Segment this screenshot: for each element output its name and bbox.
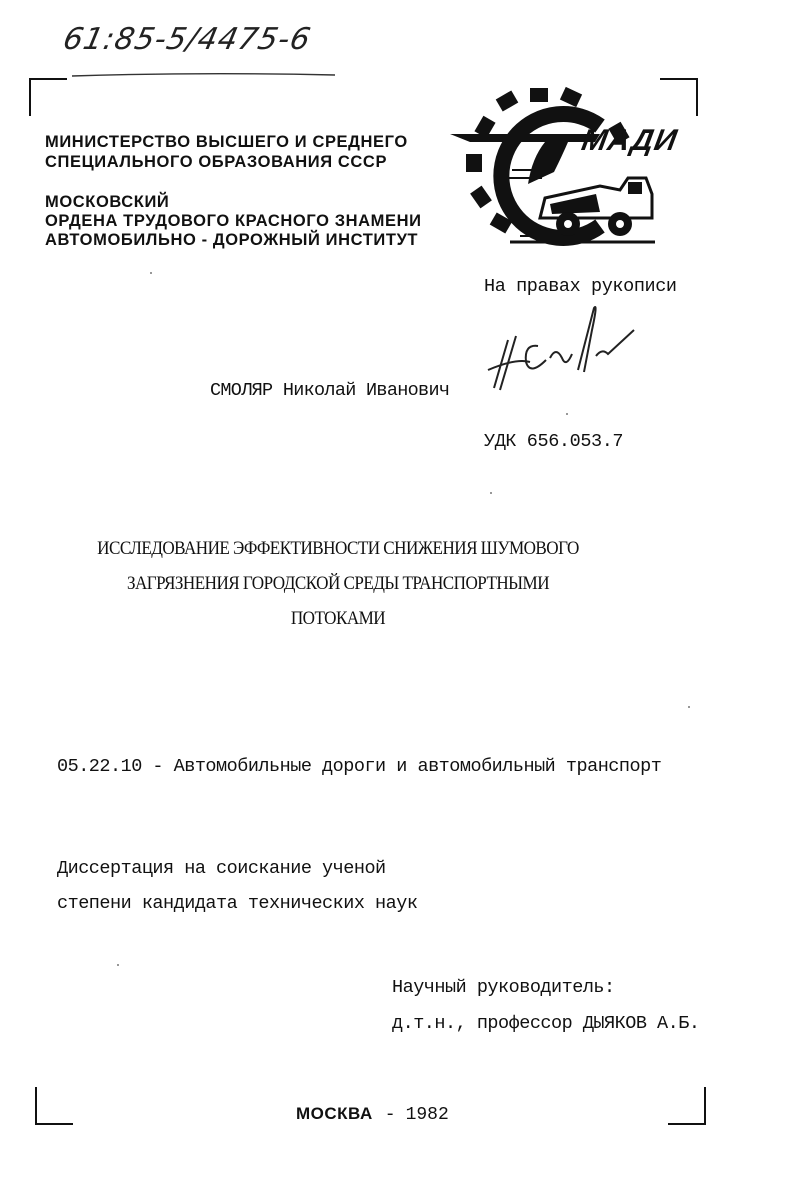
- dissertation-line-1: Диссертация на соискание ученой: [57, 858, 386, 879]
- dissertation-line-2: степени кандидата технических наук: [57, 893, 418, 914]
- city: МОСКВА: [296, 1104, 373, 1123]
- corner-bottom-left: [35, 1087, 73, 1125]
- supervisor-label: Научный руководитель:: [392, 977, 615, 998]
- scan-speck: [490, 492, 492, 494]
- ministry-line-2: СПЕЦИАЛЬНОГО ОБРАЗОВАНИЯ СССР: [45, 153, 388, 171]
- corner-top-left: [29, 78, 67, 116]
- institute-line-3: АВТОМОБИЛЬНО - ДОРОЖНЫЙ ИНСТИТУТ: [45, 231, 419, 249]
- archive-number: 61:85-5/4475-6: [60, 22, 315, 57]
- corner-bottom-right: [668, 1087, 706, 1125]
- institute-line-1: МОСКОВСКИЙ: [45, 193, 170, 211]
- city-year: [296, 1104, 449, 1125]
- year: 1982: [405, 1105, 449, 1125]
- title-line-1: ИССЛЕДОВАНИЕ ЭФФЕКТИВНОСТИ СНИЖЕНИЯ ШУМОВОГО: [97, 538, 579, 559]
- institute-line-2: ОРДЕНА ТРУДОВОГО КРАСНОГО ЗНАМЕНИ: [45, 212, 422, 230]
- title-line-3: ПОТОКАМИ: [290, 608, 386, 629]
- specialty: 05.22.10 - Автомобильные дороги и автомобильный транспорт: [57, 756, 662, 777]
- institute-heading: [45, 193, 422, 250]
- ministry-heading: [45, 132, 408, 172]
- ministry-line-1: МИНИСТЕРСТВО ВЫСШЕГО И СРЕДНЕГО: [45, 133, 408, 151]
- logo-text: МАДИ: [579, 124, 681, 157]
- gear-emblem-icon: [450, 86, 685, 251]
- madi-logo: [450, 86, 685, 251]
- scan-speck: [117, 964, 119, 966]
- scan-speck: [566, 413, 568, 415]
- year-separator: -: [384, 1105, 396, 1125]
- scan-speck: [688, 706, 690, 708]
- author-name: СМОЛЯР Николай Иванович: [210, 380, 450, 401]
- supervisor-name: д.т.н., профессор ДЫЯКОВ А.Б.: [392, 1013, 700, 1034]
- signature-image: [486, 300, 636, 395]
- title-line-2: ЗАГРЯЗНЕНИЯ ГОРОДСКОЙ СРЕДЫ ТРАНСПОРТНЫМИ: [126, 573, 550, 594]
- manuscript-rights: На правах рукописи: [484, 276, 677, 297]
- udk-code: УДК 656.053.7: [484, 431, 624, 452]
- archive-number-underline: [70, 70, 340, 80]
- scan-speck: [150, 272, 152, 274]
